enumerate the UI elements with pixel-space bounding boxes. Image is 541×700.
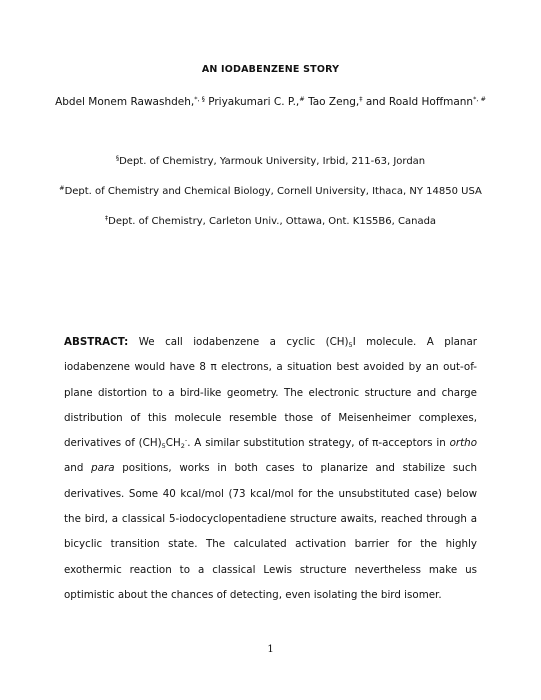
page-number: 1: [267, 644, 274, 655]
subscript: 2: [180, 442, 185, 451]
affiliation-carleton: [0, 216, 541, 227]
abstract-text-2: I molecule. A planar iodabenzene would have 8 π electrons, a situation best avoided by an out-of-plane distortion to a bird-like geometry. The electronic structure and charge distribution of this molecule resemble those of Meisenheimer complexes, derivatives of (CH): [64, 336, 477, 450]
author-line: [0, 96, 541, 108]
author-rawashdeh: Abdel Monem Rawashdeh,: [55, 96, 195, 108]
abstract-text-5: and: [64, 462, 84, 475]
abstract-ortho: ortho: [449, 437, 477, 450]
abstract-text-1: We call iodabenzene a cyclic (CH): [138, 336, 349, 348]
paper-title: AN IODABENZENE STORY: [201, 64, 340, 75]
affiliation-text: Dept. of Chemistry and Chemical Biology, Cornell University, Ithaca, NY 14850 USA: [64, 186, 482, 197]
author-zeng: Tao Zeng,: [308, 96, 360, 108]
author-priyakumari-marks: #: [299, 95, 305, 103]
abstract-text-3: CH: [165, 437, 181, 450]
superscript: -: [184, 436, 188, 445]
author-priyakumari: Priyakumari C. P.,: [208, 96, 300, 108]
affiliation-text: Dept. of Chemistry, Yarmouk University, Irbid, 211-63, Jordan: [119, 156, 426, 167]
affiliation-mark: ‡: [104, 214, 109, 222]
affiliation-yarmouk: [0, 156, 541, 167]
author-rawashdeh-marks: *, §: [194, 95, 205, 103]
abstract-paragraph: [64, 330, 477, 608]
author-hoffmann-marks: *, #: [473, 95, 486, 103]
abstract-text-4: . A similar substitution strategy, of π-acceptors in: [187, 437, 446, 450]
subscript: 5: [348, 341, 353, 349]
author-zeng-marks: ‡: [359, 95, 363, 103]
abstract-para: para: [91, 462, 115, 475]
abstract-text-6: positions, works in both cases to planarize and stabilize such derivatives. Some 40 kcal/mol (73 kcal/mol for the unsubstituted case) below the bird, a classical 5-iodocyclopentadiene structure awaits, reached through a bicyclic transition state. The calculated activation barrier for the highly exothermic reaction to a classical Lewis structure nevertheless make us optimistic about the chances of detecting, even isolating the bird isomer.: [64, 462, 478, 601]
affiliation-mark: §: [115, 154, 120, 162]
abstract-label: ABSTRACT:: [64, 336, 129, 348]
affiliation-mark: #: [59, 184, 65, 192]
subscript: 5: [161, 442, 166, 451]
author-hoffmann: and Roald Hoffmann: [365, 96, 474, 108]
affiliation-cornell: [0, 186, 541, 197]
affiliation-text: Dept. of Chemistry, Carleton Univ., Ottawa, Ont. K1S5B6, Canada: [108, 216, 437, 227]
